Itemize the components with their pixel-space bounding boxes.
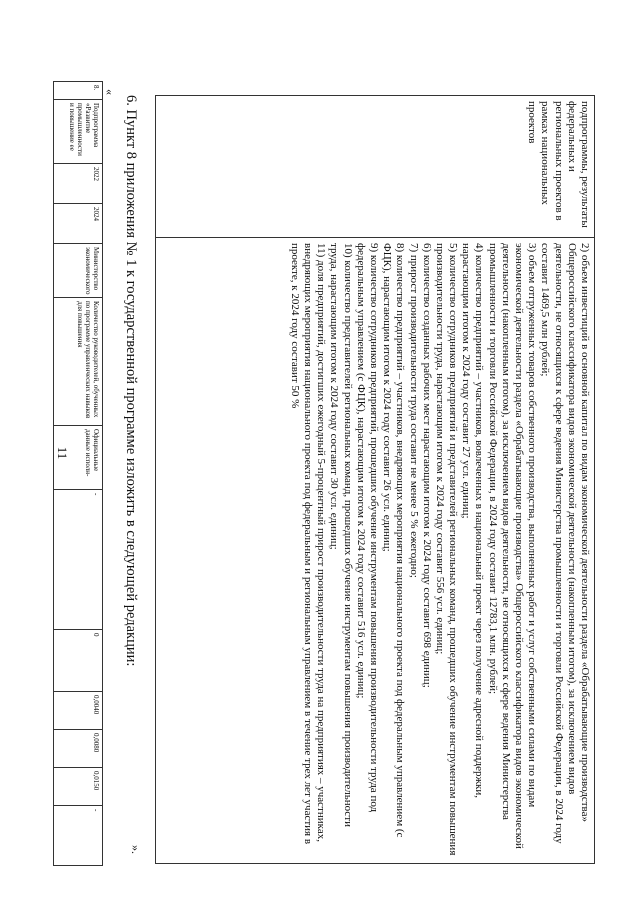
table-cell: Официальные данные исполн-	[54, 426, 103, 490]
list-item: 4) количество предприятий – участников, вовлеченных в национальный проект через получение адресной поддержки, нарастающим итогом к 2024 году составит 27 усл. единиц;	[460, 243, 486, 799]
list-item: 11) доля предприятий, достигших ежегодный 5-процентный прирост производительности труда на предприятиях – участниках, внедряющих мероприятия национального проекта под федеральным и региональным управлением в течение трех лет участия в проекте, к 2024 году составит 50 %	[288, 243, 328, 845]
left-cell: подпрограммы, результаты федеральных и региональных проектов в рамках национальных проектов	[156, 96, 595, 238]
list-item: 5) количество сотрудников предприятий и представителей региональных команд, прошедших обучение инструментам повышения производительности труда, нарастающим итогом к 2024 году составит 556 усл. единиц;	[433, 243, 460, 856]
goals-table	[155, 95, 595, 864]
table-cell: 0,0040	[54, 692, 103, 730]
table-cell: -	[54, 490, 103, 630]
page-number: 11	[55, 446, 70, 460]
table-cell: 2022	[54, 164, 103, 204]
table-cell: -	[54, 806, 103, 866]
table-cell: Подпрограмма «Развитие промышленности и повышение ее	[54, 100, 103, 164]
list-item: 6) количество созданных рабочих мест нарастающим итогом к 2024 году составит 698 единиц;	[420, 243, 433, 688]
rotated-page-content	[40, 85, 595, 865]
list-item: 10) количество представителей региональных команд, прошедших обучение инструментам повышения производительности труда, нарастающим итогом к 2024 году составит 30 усл. единиц;	[328, 243, 354, 827]
table-row	[54, 82, 103, 866]
closing-quote: ».	[129, 845, 143, 854]
opening-quote: «	[103, 89, 117, 95]
table-cell: 0	[54, 630, 103, 692]
list-item: 2) объем инвестиций в основной капитал по видам экономической деятельности раздела «Обрабатывающие производства» Общероссийского классификатора видов экономической деятельности (накопленным итогом), за исключением видов деятельности, не относящихся к сфере ведения Министерства промышленности и торговли Российской Федерации, в 2024 году составит 1469,5 млн рублей;	[539, 243, 591, 844]
table-cell: 2024	[54, 204, 103, 244]
list-item: 9) количество сотрудников предприятий, прошедших обучение инструментам повышения производительности труда под федеральным управлением (с ФЦК), нарастающим итогом к 2024 году составит 516 усл. единиц;	[354, 243, 380, 813]
list-item: 7) прирост производительности труда составит не менее 5 % ежегодно;	[407, 243, 420, 578]
table-cell: Количество руководителей, обученных по программе управленческих навыков для повышения	[54, 298, 103, 426]
table-cell: 8.	[54, 82, 103, 100]
list-item: 8) количество предприятий – участников, внедряющих мероприятия национального проекта под федеральным управлением (с ФЦК), нарастающим итогом к 2024 году составит 26 усл. единиц;	[381, 243, 407, 838]
table-cell: 0,0080	[54, 730, 103, 768]
list-item: 3) объем отгруженных товаров собственного производства, выполненных работ и услуг собственными силами по видам экономической деятельности раздела «Обрабатывающие производства» Общероссийского классификатора видов экономической деятельности (накопленным итогом), за исключением видов деятельности, не относящихся к сфере ведения Министерства промышленности и торговли Российской Федерации, в 2024 году составит 12783,1 млн. рублей;	[486, 243, 539, 849]
table-cell: Министерство экономического	[54, 244, 103, 298]
table-row	[156, 96, 595, 864]
program-table	[53, 81, 103, 866]
table-cell: 0,0150	[54, 768, 103, 806]
section-heading: 6. Пункт 8 приложения № 1 к государственной программе изложить в следующей редакции:	[123, 95, 139, 667]
goals-cell	[156, 238, 595, 864]
